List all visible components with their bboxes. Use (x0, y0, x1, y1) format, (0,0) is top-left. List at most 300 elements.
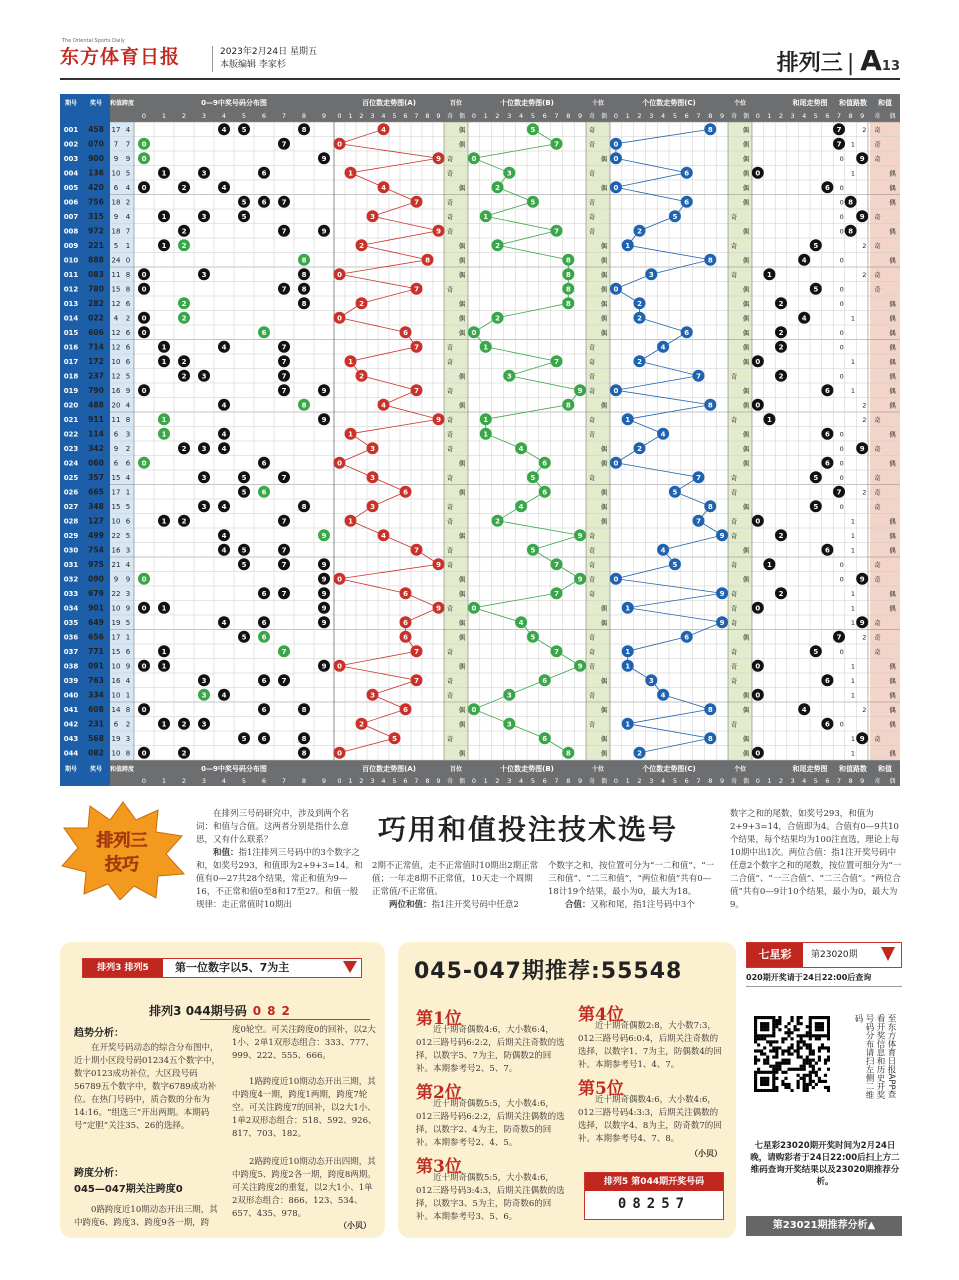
qr-module (781, 1040, 784, 1043)
odd-even-cell: 奇 (446, 212, 454, 221)
footer-span: 跨度 (121, 766, 135, 773)
distribution-digit: 1 (161, 169, 167, 178)
road-cell: 1 (850, 357, 856, 366)
page-letter: A (860, 44, 882, 77)
qxc-tag: 七星彩 (747, 943, 803, 967)
distribution-digit: 7 (281, 517, 287, 526)
distribution-digit: 2 (181, 749, 187, 758)
footer-road: 和值路数 (839, 765, 867, 773)
qr-module (775, 1025, 778, 1028)
odd-even-cell: 偶 (600, 270, 608, 279)
qr-module (809, 1028, 812, 1031)
position-digit: 0 (337, 459, 342, 468)
qr-module (763, 1016, 766, 1019)
odd-even-cell: 奇 (874, 241, 881, 250)
issue-cell: 044 (63, 749, 79, 758)
qr-module (827, 1089, 830, 1092)
issue-cell: 024 (63, 459, 79, 468)
odd-even-cell: 偶 (889, 386, 896, 395)
position-digit: 9 (577, 531, 583, 540)
qr-module (827, 1068, 830, 1071)
odd-even-cell: 偶 (600, 734, 608, 743)
span-route-0: 度0轮空。可关注跨度0的回补，以2大1小、2单1双形态组合：333、777、999、222、555、666。 (232, 1025, 376, 1061)
position-digit: 3 (506, 169, 512, 178)
road-cell: 0 (839, 444, 844, 453)
odd-even-cell: 奇 (446, 386, 454, 395)
odd-even-cell: 奇 (446, 676, 454, 685)
number-cell: 888 (88, 255, 104, 265)
badge-line-1: 排列三 (96, 831, 148, 851)
road-cell: 0 (839, 212, 844, 221)
issue-cell: 016 (63, 343, 79, 352)
odd-even-cell: 偶 (742, 343, 750, 352)
sum-cell: 22 (111, 589, 121, 598)
distribution-digit: 8 (301, 125, 307, 134)
qr-module (766, 1089, 769, 1092)
qr-module (818, 1049, 821, 1052)
qr-module (757, 1089, 760, 1092)
issue-date: 2023年2月24日 星期五 (220, 47, 317, 57)
odd-even-cell: 奇 (588, 633, 596, 642)
position-digit: 0 (337, 575, 342, 584)
position-digit: 6 (403, 589, 408, 598)
qr-module (766, 1025, 769, 1028)
distribution-digit: 1 (161, 517, 167, 526)
qr-module (803, 1040, 806, 1043)
odd-even-cell: 偶 (458, 589, 466, 598)
road-cell: 0 (839, 473, 844, 482)
pl5-draw-box (584, 1172, 724, 1220)
odd-even-cell: 奇 (588, 372, 596, 381)
odd-even-cell: 奇 (874, 270, 881, 279)
position-digit: 0 (613, 386, 619, 395)
tail-digit: 0 (755, 169, 761, 178)
span-cell: 4 (125, 676, 131, 685)
qr-module (787, 1083, 790, 1086)
position-digit: 7 (696, 517, 701, 526)
distribution-digit: 2 (181, 372, 187, 381)
tail-digit: 6 (824, 546, 830, 555)
qr-module (787, 1086, 790, 1089)
number-cell: 070 (88, 139, 104, 149)
qr-module (809, 1080, 812, 1083)
position-3-text: 近十期奇偶数5:5，大小数4:6，012三路号码3:4:3，后期关注偶数的选择，以数字3、5为主，防奇数6的回补。本期参考号3、5、6。 (416, 1173, 565, 1222)
odd-even-cell: 偶 (458, 401, 466, 410)
digit-footer: 8 (848, 777, 853, 785)
digit-header: 3 (507, 112, 512, 120)
span-cell: 3 (125, 546, 131, 555)
qr-module (775, 1040, 778, 1043)
digit-header: 1 (483, 112, 488, 120)
distribution-digit: 4 (221, 401, 227, 410)
tail-digit: 6 (824, 459, 830, 468)
position-digit: 5 (672, 488, 678, 497)
issue-cell: 023 (63, 444, 79, 453)
number-cell: 900 (88, 153, 104, 163)
distribution-digit: 1 (161, 343, 167, 352)
position-digit: 1 (625, 720, 631, 729)
digit-header: 1 (625, 112, 630, 120)
odd-even-cell: 偶 (742, 633, 750, 642)
digit-footer: 9 (860, 777, 865, 785)
qr-module (766, 1028, 769, 1031)
qr-module (775, 1049, 778, 1052)
road-cell: 1 (850, 676, 856, 685)
tail-digit: 5 (813, 473, 819, 482)
position-digit: 2 (495, 183, 500, 192)
odd-even-cell: 偶 (600, 705, 608, 714)
issue-cell: 019 (63, 386, 79, 395)
sum-cell: 16 (111, 546, 121, 555)
odd-even-cell: 偶 (458, 183, 466, 192)
sum-cell: 5 (113, 241, 119, 250)
tail-digit: 6 (824, 430, 830, 439)
odd-even-cell: 奇 (730, 517, 738, 526)
sum-cell: 12 (111, 343, 121, 352)
tail-digit: 2 (778, 372, 784, 381)
next-issue-link[interactable]: 第23021期推荐分析▲ (746, 1216, 902, 1236)
odd-even-cell: 奇 (730, 241, 738, 250)
odd-even-cell: 奇 (730, 589, 738, 598)
qr-module (824, 1046, 827, 1049)
road-cell: 0 (839, 372, 844, 381)
qr-module (757, 1016, 760, 1019)
position-digit: 8 (707, 256, 713, 265)
issue-cell: 002 (63, 140, 79, 149)
odd-even-cell: 偶 (742, 386, 750, 395)
position-digit: 7 (554, 560, 559, 569)
article-col-2-text: 2期不正常值，走不正常值时10期出2期正常值；一年走8期不正常值，10天走一个周期正常值/不正常值。 (372, 861, 539, 897)
qr-module (812, 1068, 815, 1071)
tail-digit: 7 (836, 633, 842, 642)
qr-module (754, 1040, 757, 1043)
odd-even-cell: 奇 (874, 734, 881, 743)
odd-header: 奇 (730, 113, 738, 120)
number-cell: 771 (88, 646, 104, 656)
distribution-digit: 6 (261, 734, 267, 743)
odd-even-cell: 奇 (730, 415, 738, 424)
road-cell: 1 (850, 604, 856, 613)
span-cell: 4 (125, 560, 131, 569)
qr-module (769, 1040, 772, 1043)
qr-module (809, 1016, 812, 1019)
position-digit: 2 (359, 720, 364, 729)
digit-footer: 5 (672, 777, 677, 785)
qr-module (763, 1059, 766, 1062)
digit-header: 0 (337, 112, 342, 120)
sum-cell: 19 (111, 734, 121, 743)
distribution-digit: 1 (161, 604, 167, 613)
odd-even-cell: 奇 (730, 676, 738, 685)
distribution-digit: 9 (321, 589, 327, 598)
distribution-digit: 1 (161, 415, 167, 424)
qr-module (790, 1031, 793, 1034)
tail-digit: 4 (801, 705, 807, 714)
odd-footer: 奇 (446, 778, 454, 785)
qr-module (815, 1037, 818, 1040)
odd-even-cell: 奇 (874, 212, 881, 221)
position-digit: 0 (471, 604, 477, 613)
odd-even-cell: 奇 (874, 502, 881, 511)
distribution-digit: 4 (221, 343, 227, 352)
odd-even-cell: 奇 (446, 227, 454, 236)
issue-cell: 017 (63, 357, 79, 366)
odd-even-cell: 奇 (730, 488, 738, 497)
distribution-digit: 7 (281, 560, 287, 569)
footer-hund_oe: 百位 (449, 766, 463, 773)
qr-module (790, 1068, 793, 1071)
odd-even-cell: 偶 (458, 749, 466, 758)
sum-cell: 15 (111, 502, 121, 511)
qr-module (815, 1022, 818, 1025)
odd-even-cell: 奇 (730, 473, 738, 482)
distribution-digit: 4 (221, 531, 227, 540)
odd-even-cell: 偶 (600, 444, 608, 453)
distribution-digit: 1 (161, 662, 167, 671)
qr-module (781, 1083, 784, 1086)
qr-module (760, 1052, 763, 1055)
qr-module (806, 1083, 809, 1086)
position-digit: 1 (625, 604, 631, 613)
digit-header: 0 (141, 112, 147, 120)
odd-footer: 奇 (730, 778, 738, 785)
qr-module (797, 1034, 800, 1037)
number-cell: 763 (88, 675, 104, 685)
distribution-digit: 8 (301, 256, 307, 265)
position-digit: 1 (348, 517, 353, 526)
position-digit: 3 (648, 270, 654, 279)
qr-module (772, 1071, 775, 1074)
digit-footer: 5 (813, 777, 818, 785)
qr-module (815, 1016, 818, 1019)
pl5-draw-number: 08257 (617, 1196, 691, 1212)
distribution-digit: 7 (281, 285, 287, 294)
qr-module (818, 1077, 821, 1080)
pl3-draw-number (60, 1002, 385, 1019)
qr-module (754, 1062, 757, 1065)
qr-module (821, 1043, 824, 1046)
qr-module (815, 1025, 818, 1028)
odd-even-cell: 偶 (742, 546, 750, 555)
odd-even-cell: 奇 (446, 285, 454, 294)
odd-even-cell: 奇 (588, 720, 596, 729)
span-cell: 4 (125, 401, 131, 410)
odd-even-cell: 偶 (600, 328, 608, 337)
sum-cell: 7 (113, 140, 119, 149)
position-digit: 8 (565, 299, 571, 308)
digit-header: 9 (321, 112, 327, 120)
sum-cell: 10 (111, 691, 121, 700)
qr-module (790, 1019, 793, 1022)
position-digit: 0 (337, 140, 342, 149)
qr-module (824, 1034, 827, 1037)
odd-even-cell: 奇 (588, 357, 596, 366)
distribution-digit: 4 (221, 502, 227, 511)
digit-header: 3 (201, 112, 207, 120)
road-cell: 0 (839, 256, 844, 265)
qr-module (778, 1065, 781, 1068)
qr-module (809, 1034, 812, 1037)
qr-code-icon[interactable] (754, 1016, 830, 1092)
qr-module (754, 1083, 757, 1086)
term-sum-label: 和值： (213, 848, 239, 858)
distribution-digit: 9 (321, 575, 327, 584)
distribution-digit: 0 (141, 140, 147, 149)
distribution-digit: 1 (161, 357, 167, 366)
qr-module (803, 1083, 806, 1086)
qr-module (760, 1025, 763, 1028)
qr-module (787, 1046, 790, 1049)
digit-header: 7 (414, 112, 419, 120)
number-cell: 282 (88, 298, 104, 308)
odd-even-cell: 奇 (874, 473, 881, 482)
odd-even-cell: 奇 (446, 169, 454, 178)
tail-digit: 9 (859, 575, 865, 584)
qr-module (787, 1034, 790, 1037)
qr-module (815, 1083, 818, 1086)
header-road: 和值路数 (839, 99, 867, 107)
distribution-digit: 4 (221, 125, 227, 134)
odd-even-cell: 偶 (742, 140, 750, 149)
distribution-digit: 5 (241, 633, 247, 642)
qr-module (757, 1071, 760, 1074)
qr-module (812, 1086, 815, 1089)
road-cell: 1 (850, 734, 856, 743)
position-digit: 4 (518, 444, 524, 453)
odd-even-cell: 偶 (889, 328, 896, 337)
odd-even-cell: 偶 (458, 125, 466, 134)
sum-cell: 9 (113, 154, 119, 163)
odd-even-cell: 偶 (458, 314, 466, 323)
position-digit: 7 (554, 357, 559, 366)
span-cell: 7 (125, 227, 131, 236)
qr-module (806, 1074, 809, 1077)
odd-even-cell: 偶 (600, 488, 608, 497)
number-cell: 790 (88, 385, 104, 395)
distribution-digit: 1 (161, 430, 167, 439)
odd-even-cell: 偶 (742, 256, 750, 265)
digit-footer: 2 (359, 777, 364, 785)
qr-module (757, 1034, 760, 1037)
qr-module (827, 1022, 830, 1025)
issue-cell: 032 (63, 575, 79, 584)
tail-digit: 6 (824, 183, 830, 192)
sum-cell: 6 (113, 720, 119, 729)
qr-module (809, 1025, 812, 1028)
qr-module (754, 1031, 757, 1034)
span-cell: 9 (125, 154, 131, 163)
odd-even-cell: 奇 (588, 212, 596, 221)
digit-footer: 9 (436, 777, 441, 785)
sum-cell: 10 (111, 517, 121, 526)
qr-module (754, 1089, 757, 1092)
qr-module (775, 1086, 778, 1089)
qr-module (754, 1056, 757, 1059)
position-digit: 8 (565, 401, 571, 410)
qr-module (766, 1071, 769, 1074)
qr-module (763, 1083, 766, 1086)
qr-module (757, 1043, 760, 1046)
qr-module (818, 1037, 821, 1040)
qr-module (772, 1074, 775, 1077)
odd-even-cell: 偶 (458, 140, 466, 149)
newspaper-logo: 东方体育日报 (60, 46, 181, 68)
qr-module (797, 1052, 800, 1055)
odd-even-cell: 奇 (730, 270, 738, 279)
position-1-text: 近十期奇偶数4:6，大小数6:4，012三路号码6:2:2，后期关注奇数的选择，以数字5、7为主，防偶数2的回补。本期参考号2、5、7。 (416, 1025, 565, 1074)
sum-cell: 10 (111, 169, 121, 178)
digit-footer: 4 (381, 777, 386, 785)
tail-digit: 4 (801, 256, 807, 265)
digit-footer: 5 (392, 777, 397, 785)
distribution-digit: 9 (321, 604, 327, 613)
distribution-digit: 0 (141, 285, 147, 294)
qr-module (781, 1037, 784, 1040)
distribution-digit: 7 (281, 372, 287, 381)
number-cell: 090 (88, 574, 104, 584)
span-cell: 2 (125, 720, 131, 729)
span-cell: 5 (125, 372, 131, 381)
sum-cell: 18 (111, 198, 121, 207)
position-digit: 2 (495, 314, 500, 323)
tail-digit: 7 (836, 125, 842, 134)
digit-header: 5 (813, 112, 818, 120)
qr-module (775, 1062, 778, 1065)
odd-even-cell: 奇 (730, 372, 738, 381)
odd-even-cell: 偶 (458, 488, 466, 497)
distribution-digit: 2 (181, 183, 187, 192)
issue-cell: 021 (63, 415, 79, 424)
qr-module (827, 1059, 830, 1062)
qr-module (760, 1089, 763, 1092)
span-cell: 4 (125, 125, 131, 134)
position-digit: 1 (625, 241, 631, 250)
qr-module (760, 1071, 763, 1074)
qr-module (803, 1089, 806, 1092)
issue-cell: 012 (63, 285, 79, 294)
footer-number: 奖号 (89, 766, 103, 773)
odd-even-cell: 偶 (742, 357, 750, 366)
span-cell: 6 (125, 459, 131, 468)
even-header: 偶 (742, 113, 750, 120)
position-digit: 7 (554, 140, 559, 149)
qr-module (800, 1022, 803, 1025)
qr-module (769, 1043, 772, 1046)
odd-even-cell: 奇 (730, 531, 738, 540)
position-digit: 4 (660, 343, 666, 352)
position-digit: 0 (613, 154, 619, 163)
number-cell: 608 (88, 704, 104, 714)
odd-even-cell: 偶 (458, 328, 466, 337)
distribution-digit: 8 (301, 270, 307, 279)
page-editor: 本版编辑 李家杉 (220, 60, 286, 70)
qr-module (772, 1028, 775, 1031)
digit-footer: 8 (425, 777, 430, 785)
qr-module (760, 1016, 763, 1019)
road-cell: 1 (850, 386, 856, 395)
qr-module (763, 1071, 766, 1074)
odd-even-cell: 偶 (600, 618, 608, 627)
distribution-digit: 9 (321, 386, 327, 395)
odd-even-cell: 偶 (742, 734, 750, 743)
position-digit: 4 (381, 531, 386, 540)
position-digit: 7 (554, 589, 559, 598)
issue-cell: 029 (63, 531, 79, 540)
digit-footer: 6 (825, 777, 830, 785)
digit-header: 0 (755, 112, 760, 120)
issue-cell: 001 (63, 125, 79, 134)
qr-module (824, 1059, 827, 1062)
